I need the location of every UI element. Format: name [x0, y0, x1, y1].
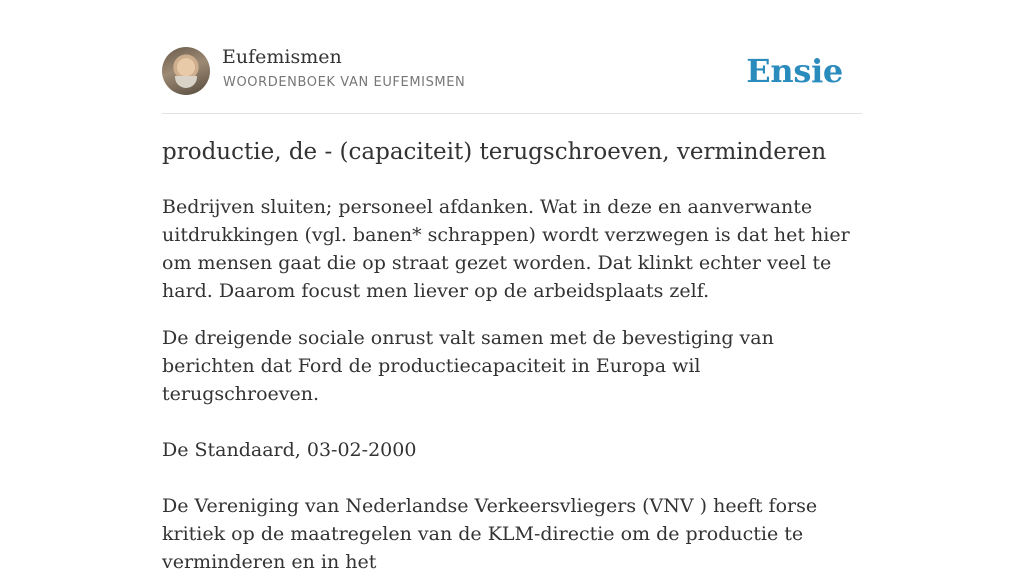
quote-source: De Standaard, 03-02-2000 — [162, 439, 417, 461]
quote-text-2: De Vereniging van Nederlandse Verkeersvliegers (VNV ) heeft forse kritiek op de maatregelen van de KLM-directie om de productie te verminderen en in het — [162, 495, 818, 573]
divider — [162, 113, 862, 114]
author-subtitle[interactable]: WOORDENBOEK VAN EUFEMISMEN — [223, 75, 466, 90]
entry-content — [162, 136, 862, 576]
entry-paragraph: Bedrijven sluiten; personeel afdanken. Wat in deze en aanverwante uitdrukkingen (vgl. banen* schrappen) wordt verzwegen is dat het hier om mensen gaat die op straat gezet worden. Dat klinkt echter veel te hard. Daarom focust men liever op de arbeidsplaats zelf. — [162, 196, 850, 302]
header — [162, 46, 862, 96]
author-avatar[interactable] — [162, 47, 210, 95]
author-name[interactable]: Eufemismen — [222, 46, 342, 68]
site-logo[interactable]: Ensie — [746, 52, 843, 90]
quote-block — [162, 324, 862, 576]
quote-text: De dreigende sociale onrust valt samen met de bevestiging van berichten dat Ford de productiecapaciteit in Europa wil terugschroeven. — [162, 327, 774, 405]
entry-title: productie, de - (capaciteit) terugschroeven, verminderen — [162, 139, 827, 165]
